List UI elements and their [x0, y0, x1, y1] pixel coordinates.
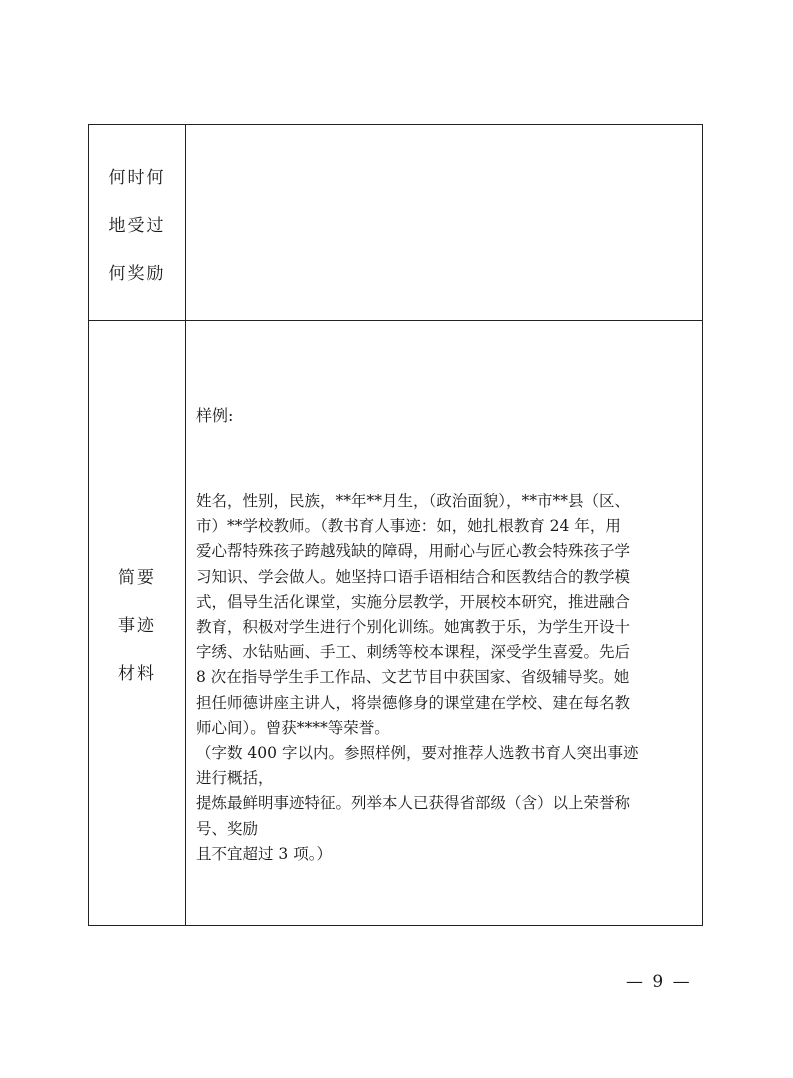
deeds-label-line-3: 材料: [118, 664, 156, 684]
body-line: 式，倡导生活化课堂，实施分层教学，开展校本研究，推进融合: [196, 592, 631, 611]
deeds-label-cell: [89, 321, 186, 925]
awards-label-line-2: 地受过: [108, 216, 166, 236]
deeds-content-cell: [186, 321, 702, 925]
deeds-row: [89, 321, 702, 925]
body-line: 进行概括，: [196, 769, 274, 788]
body-line: 姓名，性别，民族，**年**月生，（政治面貌），**市**县（区、: [196, 492, 631, 510]
body-line: （字数 400 字以内。参照样例，要对推荐人选教书育人突出事迹: [196, 744, 639, 763]
body-line: 提炼最鲜明事迹特征。列举本人已获得省部级（含）以上荣誉称: [196, 794, 631, 813]
body-line: 且不宜超过 3 项。）: [196, 844, 332, 863]
awards-content-cell: [186, 125, 702, 320]
body-line: 8 次在指导学生手工作品、文艺节目中获国家、省级辅导奖。她: [196, 668, 630, 687]
body-line: 师心间）。曾获****等荣誉。: [196, 718, 390, 737]
body-line: 市）**学校教师。（教书育人事迹：如，她扎根教育 24 年，用: [196, 517, 621, 536]
nomination-form-table: [88, 124, 703, 926]
awards-label-line-3: 何奖励: [108, 264, 166, 284]
awards-label-cell: [89, 125, 186, 320]
deeds-body-text: [196, 489, 696, 867]
body-line: 爱心帮特殊孩子跨越残缺的障碍，用耐心与匠心教会特殊孩子学: [196, 542, 631, 561]
body-line: 号、奖励: [196, 819, 259, 838]
body-line: 字绣、水钻贴画、手工、刺绣等校本课程，深受学生喜爱。先后: [196, 643, 631, 662]
sample-heading: 样例:: [196, 406, 234, 425]
deeds-label-line-1: 简要: [118, 568, 156, 588]
deeds-label-line-2: 事迹: [118, 616, 156, 636]
page-number: — 9 —: [626, 972, 692, 992]
body-line: 教育，积极对学生进行个别化训练。她寓教于乐，为学生开设十: [196, 618, 631, 637]
awards-row: [89, 125, 702, 321]
awards-label-line-1: 何时何: [108, 168, 166, 188]
body-line: 习知识、学会做人。她坚持口语手语相结合和医教结合的教学模: [196, 567, 631, 586]
body-line: 担任师德讲座主讲人，将崇德修身的课堂建在学校、建在每名教: [196, 693, 631, 712]
